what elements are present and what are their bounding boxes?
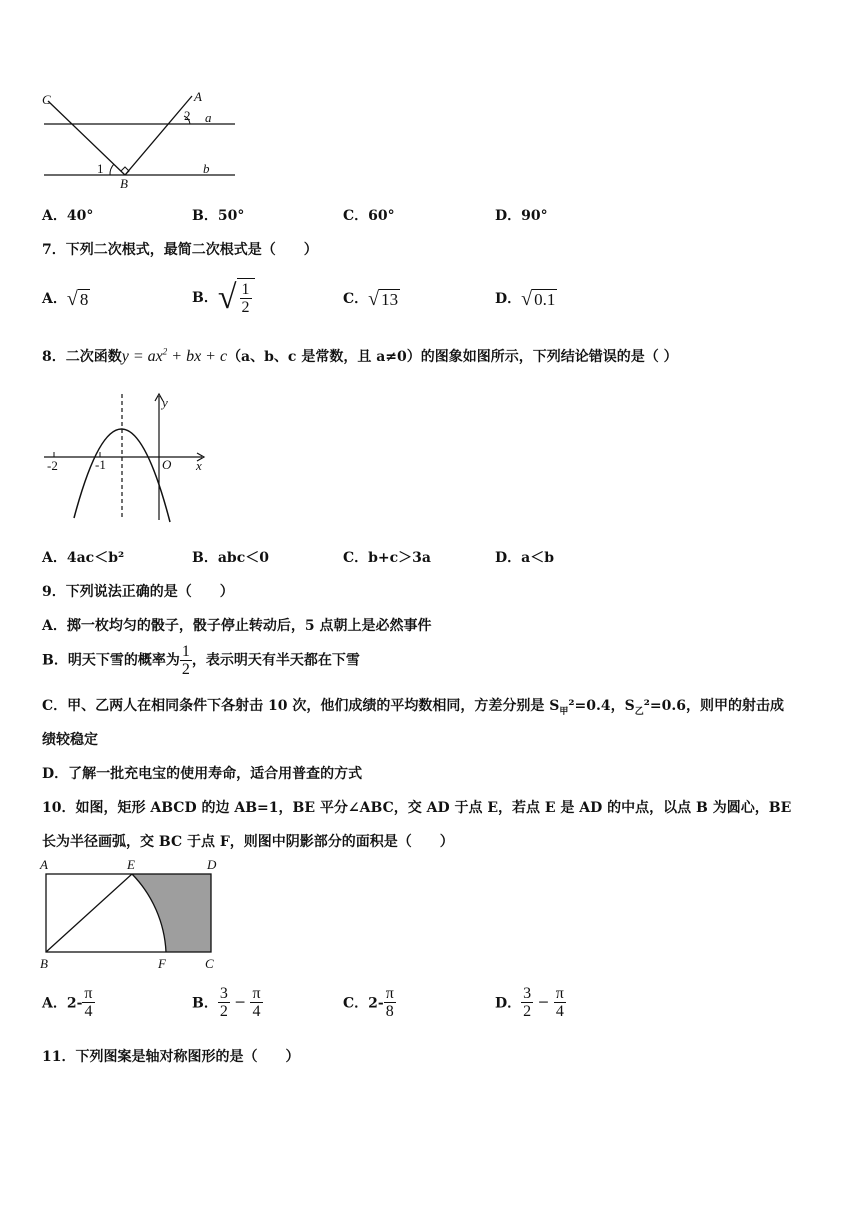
q9-option-b: B．明天下雪的概率为 $\frac{1}{2}$ ，表示明天有半天都在下雪 <box>42 643 360 678</box>
label-B: B <box>120 176 128 191</box>
q9-option-d: D．了解一批充电宝的使用寿命，适合用普查的方式 <box>42 766 363 782</box>
q10-option-c: C．2- $\frac{\pi}{8}$ <box>343 985 394 1020</box>
q7-option-a <box>42 288 90 310</box>
q10-option-d: D． $\frac{3}{2}$ − $\frac{\pi}{4}$ <box>495 985 564 1020</box>
q8-parabola-figure <box>42 392 222 532</box>
q6-option-b: B．50° <box>192 208 245 224</box>
q9-option-a: A．掷一枚均匀的骰子，骰子停止转动后，5 点朝上是必然事件 <box>42 618 432 634</box>
label-A: A <box>194 89 202 104</box>
label-minus-2: -2 <box>47 458 58 473</box>
q8-option-a: A．4ac＜b² <box>42 550 125 566</box>
q7-option-d <box>495 288 557 310</box>
q7-option-c <box>343 288 400 310</box>
sqrt-one-half: √ $\frac{1}{2}$ <box>218 278 255 318</box>
q9-stem: 9．下列说法正确的是（ ） <box>42 584 234 600</box>
label-b: b <box>203 161 210 176</box>
label-minus-1: -1 <box>95 457 106 472</box>
label-x: x <box>196 458 202 473</box>
q7-option-b <box>192 278 255 318</box>
sqrt-8: √ 8 <box>66 287 89 310</box>
segment-ba <box>125 96 192 175</box>
q9-option-c-line1: C．甲、乙两人在相同条件下各射击 10 次，他们成绩的平均数相同，方差分别是 $S_甲^2=0.4$，$S_乙^2=0.6$，则甲的射击成 <box>42 698 784 717</box>
q10-stem-line2: 长为半径画弧，交 BC 于点 F，则图中阴影部分的面积是（ ） <box>42 834 454 850</box>
q7-a-label: A． <box>42 291 67 307</box>
q8-option-b: B．abc＜0 <box>192 550 269 566</box>
label-C: C <box>42 92 51 107</box>
q6-option-d: D．90° <box>495 208 548 224</box>
sqrt-0-1: √ 0.1 <box>521 287 556 310</box>
q9-option-c-line2: 绩较稳定 <box>42 732 98 748</box>
q8-option-d: D．a＜b <box>495 550 555 566</box>
q7-stem: 7．下列二次根式，最简二次根式是（ ） <box>42 242 318 258</box>
q8-stem: 8．二次函数$y = ax^2$ + bx + c（a、b、c 是常数，且 a≠0）的图象如图所示，下列结论错误的是（ ） <box>42 346 678 365</box>
angle-1-arc <box>110 164 114 175</box>
label-B: B <box>40 956 48 971</box>
label-A: A <box>40 857 48 872</box>
fraction-one-half: $\frac{1}{2}$ <box>181 643 190 678</box>
q7-c-label: C． <box>343 291 369 307</box>
label-C: C <box>205 956 214 971</box>
shaded-region <box>132 874 211 952</box>
q11-stem: 11．下列图案是轴对称图形的是（ ） <box>42 1049 300 1065</box>
sqrt-13: √ 13 <box>368 287 399 310</box>
q10-option-a: A．2- $\frac{\pi}{4}$ <box>42 985 93 1020</box>
label-y: y <box>162 395 168 410</box>
q7-d-label: D． <box>495 291 522 307</box>
label-2: 2 <box>184 108 191 123</box>
label-1: 1 <box>97 161 104 176</box>
label-E: E <box>127 857 135 872</box>
q6-option-a: A．40° <box>42 208 94 224</box>
q7-b-label: B． <box>192 290 218 306</box>
q10-option-b: B． $\frac{3}{2}$ − $\frac{\pi}{4}$ <box>192 985 261 1020</box>
segment-be <box>46 874 132 952</box>
q6-option-c: C．60° <box>343 208 395 224</box>
label-a: a <box>205 110 212 125</box>
q10-stem-line1: 10．如图，矩形 ABCD 的边 AB=1，BE 平分∠ABC，交 AD 于点 E，若点 E 是 AD 的中点，以点 B 为圆心，BE <box>42 800 792 816</box>
label-F: F <box>158 956 166 971</box>
q8-option-c: C．b+c＞3a <box>343 550 431 566</box>
label-origin: O <box>162 457 172 472</box>
label-D: D <box>207 857 217 872</box>
q6-geometry <box>30 86 260 196</box>
